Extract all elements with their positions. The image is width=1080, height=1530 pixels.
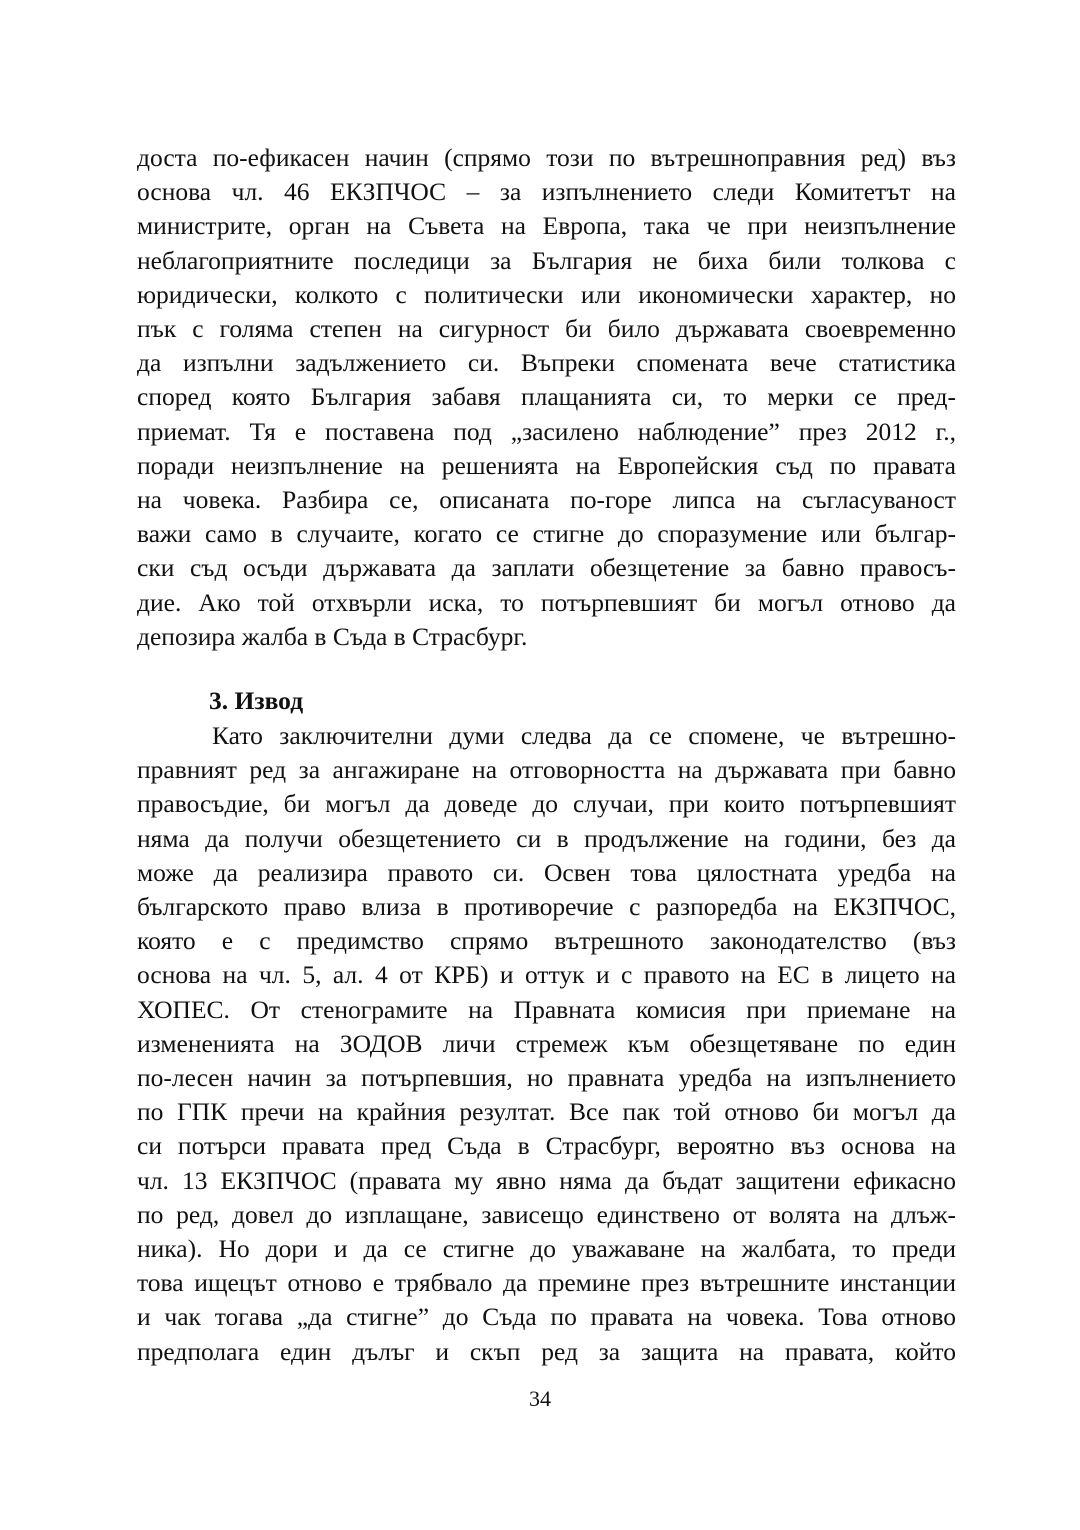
text-line: основа на чл. 5, ал. 4 от КРБ) и оттук и с правото на ЕС в лицето на [137,960,956,990]
page-number: 34 [529,1386,551,1411]
text-line: пък с голяма степен на сигурност би било държавата своевременно [137,314,956,344]
text-line: измененията на ЗОДОВ личи стремеж към обезщетяване по един [137,1028,956,1058]
body-paragraph-2 [137,719,956,1369]
text-line: по ГПК пречи на крайния резултат. Все пак той отново би могъл да [137,1097,956,1127]
text-line: депозира жалба в Съда в Страсбург. [137,621,528,651]
text-line: българското право влиза в противоречие с разпоредба на ЕКЗПЧОС, [137,892,956,922]
text-line: това ищецът отново е трябвало да премине през вътрешните инстанции [137,1268,956,1298]
text-line: да изпълни задължението си. Въпреки спомената вече статистика [137,348,956,378]
text-line: правният ред за ангажиране на отговорността на държавата при бавно [137,755,956,785]
text-line: според която България забавя плащанията си, то мерки се пред- [137,382,956,412]
text-line: правосъдие, би могъл да доведе до случаи, при които потърпевшият [137,789,956,819]
text-line: по ред, довел до изплащане, зависещо единствено от волята на длъж- [137,1199,956,1229]
body-paragraph-1 [137,141,956,654]
text-line: приемат. Тя е поставена под „засилено наблюдение” през 2012 г., [137,416,956,446]
text-line: доста по-ефикасен начин (спрямо този по вътрешноправния ред) въз [137,143,956,172]
text-line: основа чл. 46 ЕКЗПЧОС – за изпълнението следи Комитетът на [137,177,956,207]
text-line: чл. 13 ЕКЗПЧОС (правата му явно няма да бъдат защитени ефикасно [137,1165,956,1195]
text-line: дие. Ако той отхвърли иска, то потърпевшият би могъл отново да [137,587,956,617]
text-line: ски съд осъди държавата да заплати обезщетение за бавно правосъ- [137,553,956,583]
section-heading: 3. Извод [209,686,304,715]
text-line: на човека. Разбира се, описаната по-горе липса на съгласуваност [137,485,956,515]
text-line: може да реализира правото си. Освен това цялостната уредба на [137,857,956,887]
text-line: поради неизпълнение на решенията на Европейския съд по правата [137,450,956,480]
text-line: Като заключителни думи следва да се спомене, че вътрешно- [212,721,956,750]
text-line: предполага един дълъг и скъп ред за защита на правата, който [137,1336,956,1366]
text-line: си потърси правата пред Съда в Страсбург, вероятно въз основа на [137,1131,956,1161]
text-line: която е с предимство спрямо вътрешното законодателство (въз [137,926,956,956]
text-line: няма да получи обезщетението си в продължение на години, без да [137,823,956,853]
text-line: по-лесен начин за потърпевшия, но правната уредба на изпълнението [137,1063,956,1093]
text-line: неблагоприятните последици за България не биха били толкова с [137,245,956,275]
text-line: ХОПЕС. От стенограмите на Правната комисия при приемане на [137,994,956,1024]
text-line: министрите, орган на Съвета на Европа, така че при неизпълнение [137,211,956,241]
text-line: юридически, колкото с политически или икономически характер, но [137,279,956,309]
text-line: и чак тогава „да стигне” до Съда по правата на човека. Това отново [137,1302,956,1332]
text-line: важи само в случаите, когато се стигне до споразумение или българ- [137,519,956,549]
text-line: ника). Но дори и да се стигне до уважаване на жалбата, то преди [137,1234,956,1264]
